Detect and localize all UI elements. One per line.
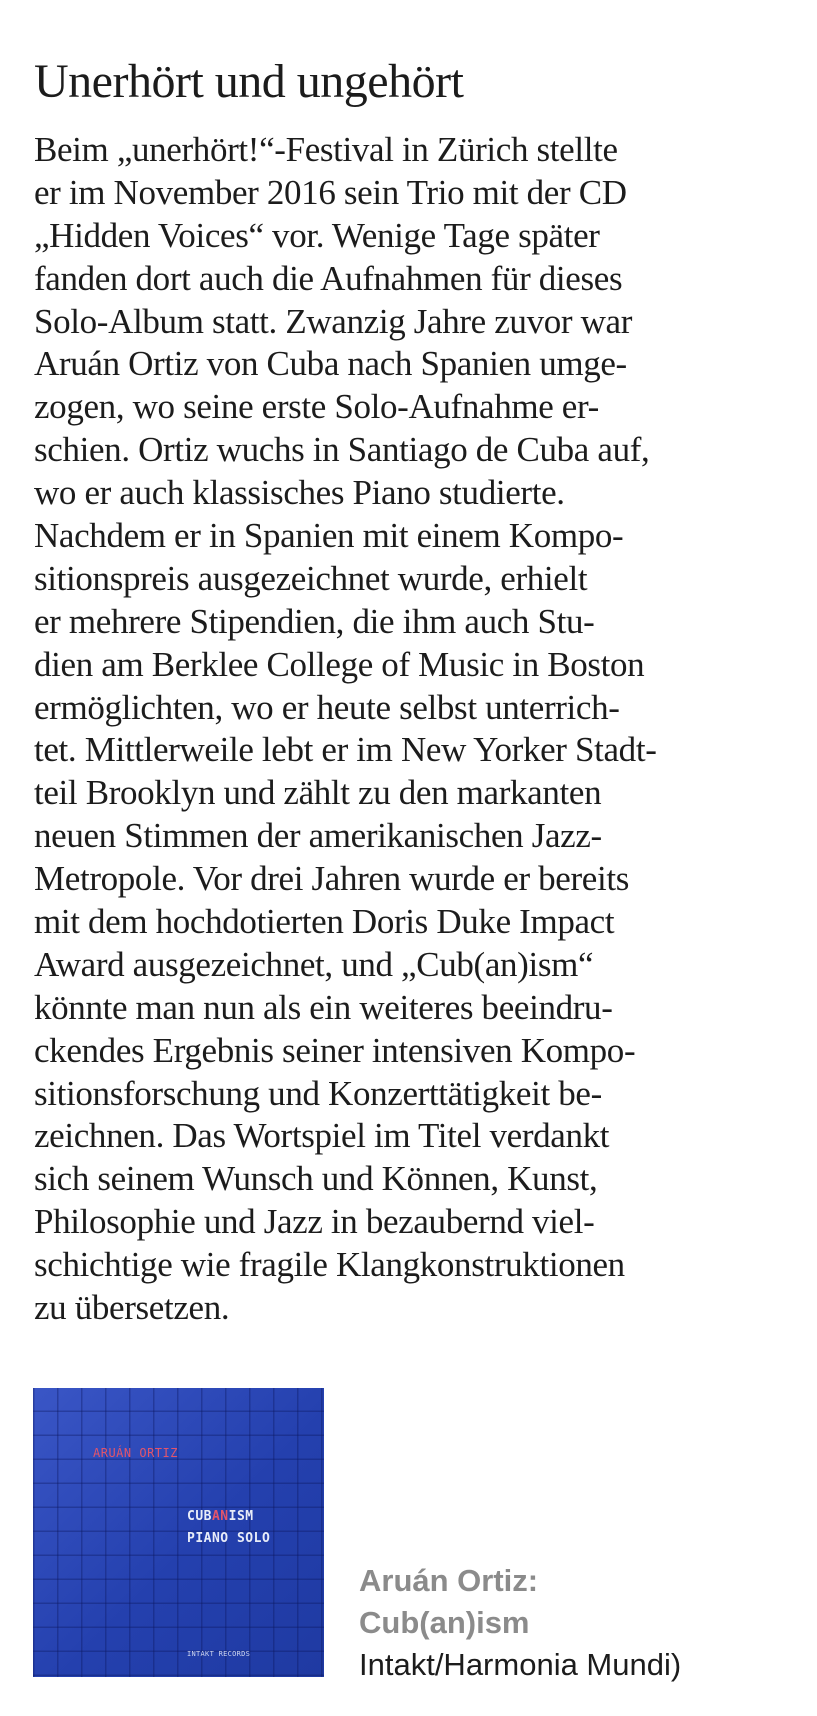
body-line: zu übersetzen. xyxy=(34,1288,230,1328)
body-line: sitionspreis ausgezeichnet wurde, erhielt xyxy=(34,558,588,598)
body-line: sich seinem Wunsch und Können, Kunst, xyxy=(34,1159,598,1199)
caption-artist: Aruán Ortiz: xyxy=(359,1563,539,1598)
body-line: teil Brooklyn und zählt zu den markanten xyxy=(34,773,602,813)
body-line: Metropole. Vor drei Jahren wurde er bereits xyxy=(34,859,629,899)
body-line: zogen, wo seine erste Solo-Aufnahme er- xyxy=(34,387,599,427)
article-body xyxy=(34,129,794,1330)
body-line: „Hidden Voices“ vor. Wenige Tage später xyxy=(34,215,600,255)
body-line: Aruán Ortiz von Cuba nach Spanien umge- xyxy=(34,344,627,384)
body-line: tet. Mittlerweile lebt er im New Yorker Stadt- xyxy=(34,730,657,770)
body-line: schichtige wie fragile Klangkonstruktionen xyxy=(34,1245,625,1285)
cover-record-label: INTAKT RECORDS xyxy=(187,1650,251,1658)
cover-title-part: CUB xyxy=(187,1509,212,1524)
body-line: mit dem hochdotierten Doris Duke Impact xyxy=(34,902,615,942)
body-line: er im November 2016 sein Trio mit der CD xyxy=(34,172,627,212)
caption-label: Intakt/Harmonia Mundi) xyxy=(359,1647,682,1682)
cover-subtitle: PIANO SOLO xyxy=(187,1531,271,1546)
body-line: wo er auch klassisches Piano studierte. xyxy=(34,473,565,513)
album-caption xyxy=(359,1560,681,1686)
body-line: er mehrere Stipendien, die ihm auch Stu- xyxy=(34,601,595,641)
cover-album-title xyxy=(187,1506,270,1528)
body-line: Beim „unerhört!“-Festival in Zürich stellte xyxy=(34,130,618,169)
body-line: Award ausgezeichnet, und „Cub(an)ism“ xyxy=(34,944,594,984)
body-line: ermöglichten, wo er heute selbst unterrich- xyxy=(34,687,620,727)
body-line: sitionsforschung und Konzerttätigkeit be- xyxy=(34,1073,602,1113)
cover-title-accent: AN xyxy=(211,1509,229,1524)
body-line: Nachdem er in Spanien mit einem Kompo- xyxy=(34,516,624,556)
body-line: zeichnen. Das Wortspiel im Titel verdankt xyxy=(34,1116,610,1156)
body-line: ckendes Ergebnis seiner intensiven Kompo- xyxy=(34,1030,636,1070)
cover-title-part: ISM xyxy=(228,1509,254,1524)
caption-album: Cub(an)ism xyxy=(359,1605,530,1640)
body-line: fanden dort auch die Aufnahmen für dieses xyxy=(34,258,623,298)
body-line: neuen Stimmen der amerikanischen Jazz- xyxy=(34,816,602,856)
body-line: Philosophie und Jazz in bezaubernd viel- xyxy=(34,1202,595,1242)
body-line: schien. Ortiz wuchs in Santiago de Cuba auf, xyxy=(34,430,650,470)
body-line: dien am Berklee College of Music in Boston xyxy=(34,644,645,684)
cover-artist-name: ARUÁN ORTIZ xyxy=(93,1446,178,1460)
album-cover-image xyxy=(33,1388,324,1677)
article-headline: Unerhört und ungehört xyxy=(34,55,464,108)
body-line: Solo-Album statt. Zwanzig Jahre zuvor war xyxy=(34,301,632,341)
body-line: könnte man nun als ein weiteres beeindru- xyxy=(34,987,613,1027)
cover-title xyxy=(187,1506,270,1550)
